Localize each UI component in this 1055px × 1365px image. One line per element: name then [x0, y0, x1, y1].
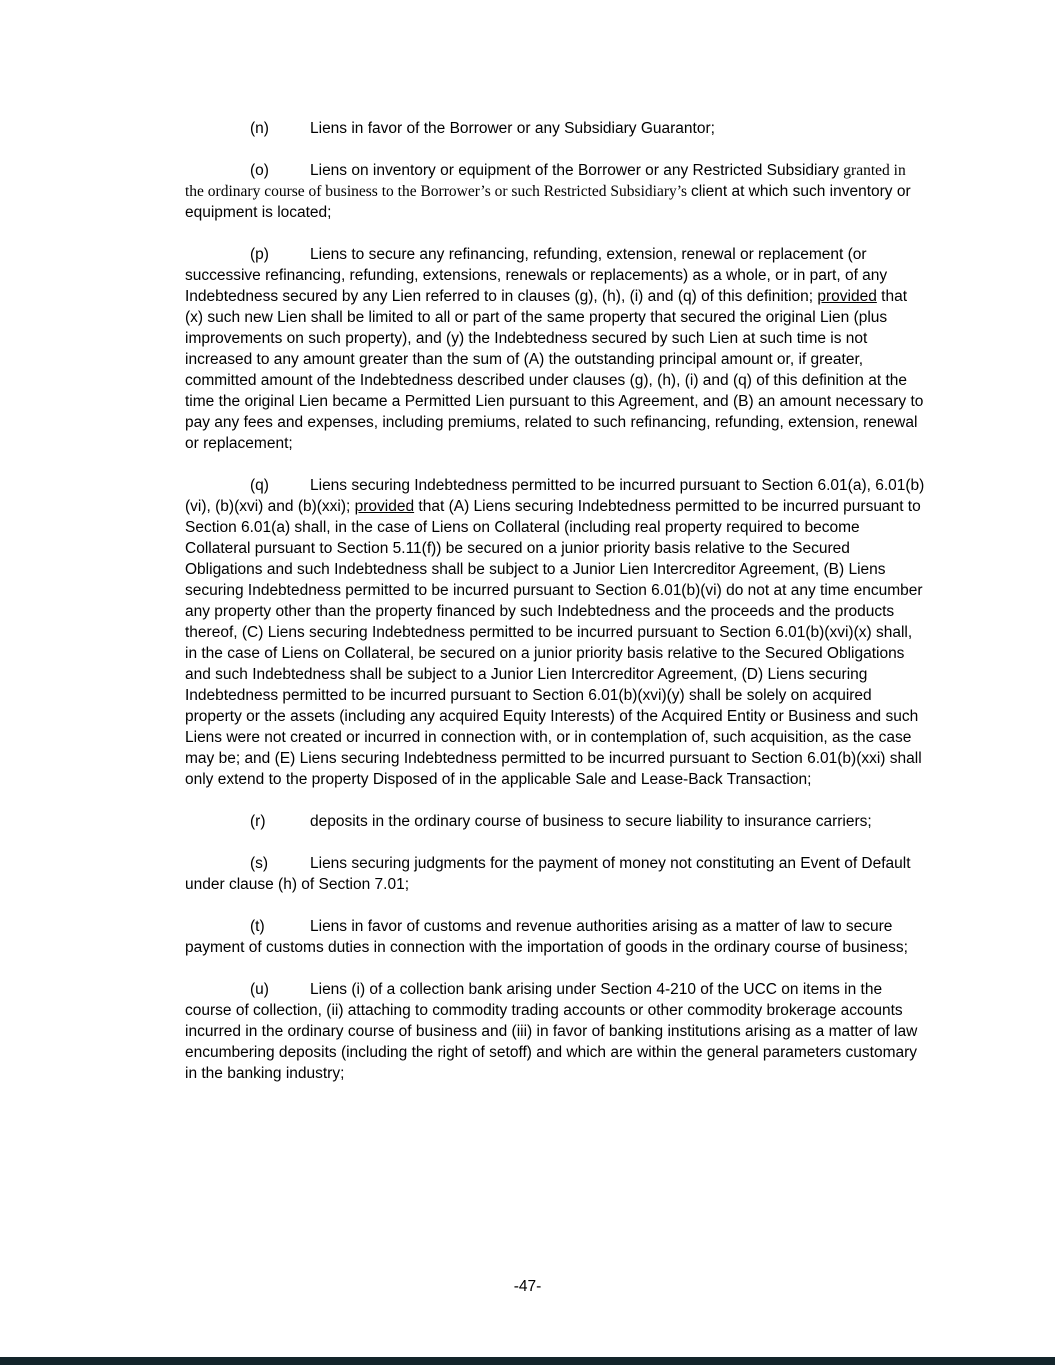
- text-segment: Liens in favor of the Borrower or any Subsidiary Guarantor;: [310, 120, 715, 137]
- text-segment: Liens securing Indebtedness permitted to be incurred pursuant to Section 6.01(a), 6.01(b)(vi), (b)(xvi) and (b)(xxi);: [185, 477, 925, 515]
- paragraph: [185, 916, 928, 958]
- text-segment: that (A) Liens securing Indebtedness permitted to be incurred pursuant to Section 6.01(a) shall, in the case of Liens on Collateral (including real property required to become Collateral pursuant to Section 5.11(f)) be secured on a junior priority basis relative to the Secured Obligations and such Indebtedness shall be subject to a Junior Lien Intercreditor Agreement, (B) Liens securing Indebtedness permitted to be incurred pursuant to Section 6.01(b)(vi) do not at any time encumber any property other than the property financed by such Indebtedness and the proceeds and the products thereof, (C) Liens securing Indebtedness permitted to be incurred pursuant to Section 6.01(b)(xvi)(x) shall, in the case of Liens on Collateral, be secured on a junior priority basis relative to the Secured Obligations and such Indebtedness shall be subject to a Junior Lien Intercreditor Agreement, (D) Liens securing Indebtedness permitted to be incurred pursuant to Section 6.01(b)(xvi)(y) shall be solely on acquired property or the assets (including any acquired Equity Interests) of the Acquired Entity or Business and such Liens were not created or incurred in connection with, or in contemplation of, such acquisition, as the case may be; and (E) Liens securing Indebtedness permitted to be incurred pursuant to Section 6.01(b)(xxi) shall only extend to the property Disposed of in the applicable Sale and Lease-Back Transaction;: [185, 498, 923, 788]
- text-segment: deposits in the ordinary course of business to secure liability to insurance carriers;: [310, 813, 872, 830]
- text-segment: that (x) such new Lien shall be limited to all or part of the same property that secured the original Lien (plus improvements on such property), and (y) the Indebtedness secured by such Lien at such time is not increased to any amount greater than the sum of (A) the outstanding principal amount or, if greater, committed amount of the Indebtedness described under clauses (g), (h), (i) and (q) of this definition at the time the original Lien became a Permitted Lien pursuant to this Agreement, and (B) an amount necessary to pay any fees and expenses, including premiums, related to such refinancing, refunding, extension, renewal or replacement;: [185, 288, 924, 452]
- paragraph-label: (t): [250, 918, 265, 935]
- paragraph-label: (r): [250, 813, 266, 830]
- document-body: [185, 118, 928, 1105]
- paragraph-label: (o): [250, 162, 269, 179]
- paragraph: [185, 475, 928, 790]
- text-segment: Liens (i) of a collection bank arising under Section 4-210 of the UCC on items in the course of collection, (ii) attaching to commodity trading accounts or other commodity brokerage accounts incurred in the ordinary course of business and (iii) in favor of banking institutions arising as a matter of law encumbering deposits (including the right of setoff) and which are within the general parameters customary in the banking industry;: [185, 981, 918, 1082]
- paragraph-label: (s): [250, 855, 269, 872]
- paragraph: [185, 811, 928, 832]
- paragraph: [185, 118, 928, 139]
- paragraph: [185, 853, 928, 895]
- paragraph: [185, 244, 928, 454]
- text-segment: Liens to secure any refinancing, refunding, extension, renewal or replacement (or successive refinancing, refunding, extensions, renewals or replacements) as a whole, or in part, of any Indebtedness secured by any Lien referred to in clauses (g), (h), (i) and (q) of this definition;: [185, 246, 888, 305]
- text-segment: provided: [817, 288, 877, 305]
- bottom-bar: [0, 1357, 1055, 1365]
- text-segment: Liens securing judgments for the payment of money not constituting an Event of Default under clause (h) of Section 7.01;: [185, 855, 911, 893]
- text-segment: Liens on inventory or equipment of the Borrower or any Restricted Subsidiary: [310, 162, 844, 179]
- paragraph: [185, 979, 928, 1084]
- paragraph-label: (p): [250, 246, 269, 263]
- text-segment: Liens in favor of customs and revenue authorities arising as a matter of law to secure payment of customs duties in connection with the importation of goods in the ordinary course of business;: [185, 918, 908, 956]
- paragraph-label: (u): [250, 981, 269, 998]
- paragraph-label: (n): [250, 120, 269, 137]
- text-segment: provided: [354, 498, 415, 515]
- text-segment: granted in the ordinary course of business to the Borrower’s or such Restricted Subsidiary’s: [185, 162, 906, 200]
- page-number: -47-: [513, 1278, 542, 1295]
- paragraph-label: (q): [250, 477, 269, 494]
- text-segment: client at which such inventory or equipment is located;: [185, 183, 911, 221]
- paragraph: [185, 160, 928, 223]
